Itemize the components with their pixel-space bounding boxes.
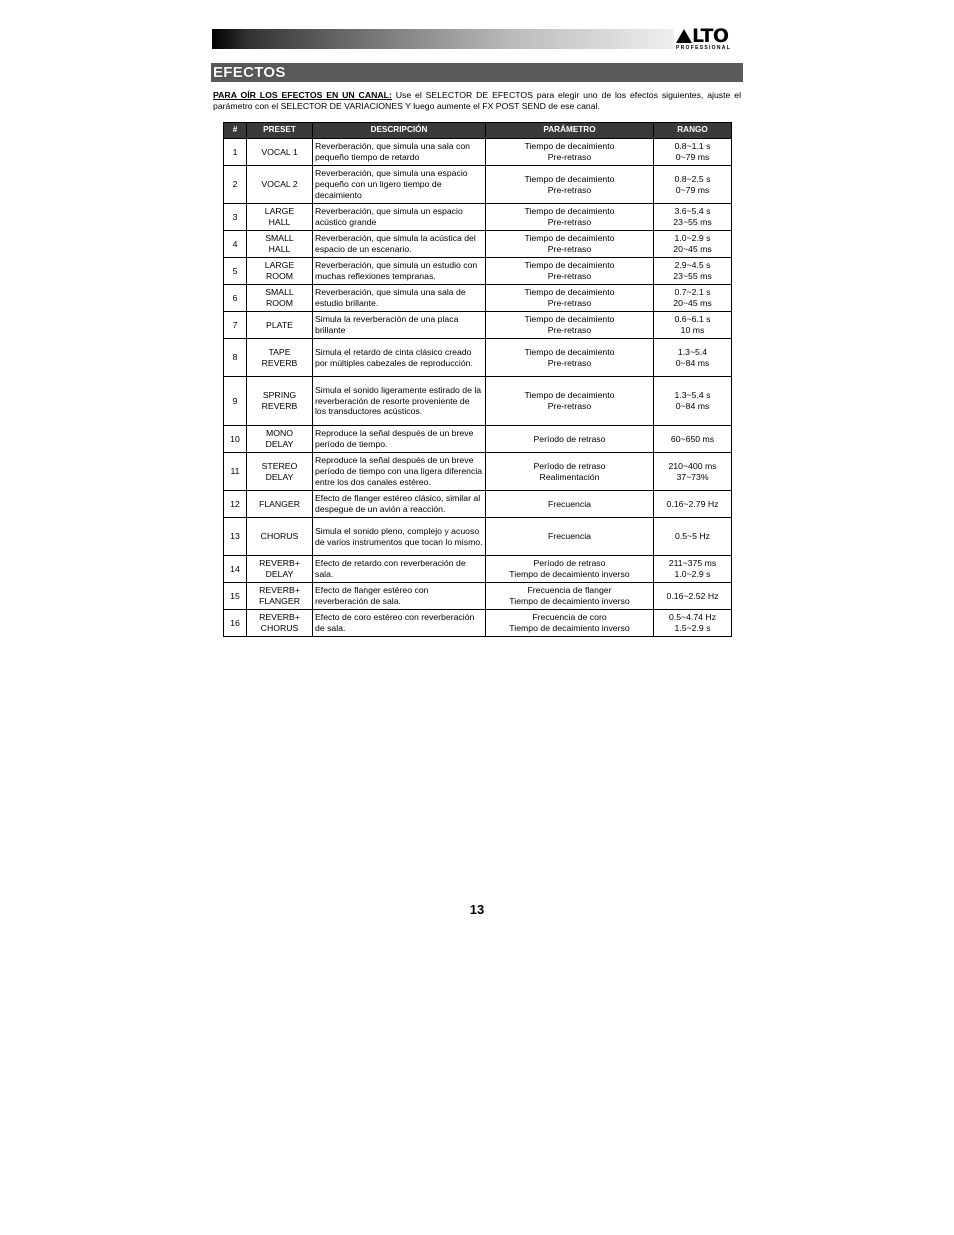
cell-description: Reverberación, que simula una sala con pequeño tiempo de retardo xyxy=(313,139,486,166)
cell-description: Reverberación, que simula un espacio acústico grande xyxy=(313,204,486,231)
preset-line: SPRING xyxy=(262,390,297,401)
param-line: Pre-retraso xyxy=(547,152,592,162)
range-line: 0.8~1.1 s xyxy=(674,141,711,152)
cell-preset xyxy=(247,377,313,426)
param-line: Pre-retraso xyxy=(547,298,592,308)
cell-preset xyxy=(247,491,313,518)
range-line: 23~55 ms xyxy=(673,217,712,227)
cell-range xyxy=(654,491,732,518)
range-line: 60~650 ms xyxy=(670,433,715,444)
cell-parameter xyxy=(486,312,654,339)
preset-line: FLANGER xyxy=(258,596,301,606)
range-line: 23~55 ms xyxy=(673,271,712,281)
range-line: 0~79 ms xyxy=(675,184,710,195)
table-row xyxy=(224,610,732,637)
logo-brand: LTO xyxy=(692,25,729,47)
preset-line: ROOM xyxy=(265,271,294,281)
cell-num: 11 xyxy=(224,453,247,491)
cell-parameter xyxy=(486,204,654,231)
cell-description: Efecto de flanger estéreo clásico, similar al despegue de un avión a reacción. xyxy=(313,491,486,518)
cell-parameter xyxy=(486,453,654,491)
preset-line: HALL xyxy=(268,217,291,227)
cell-parameter xyxy=(486,285,654,312)
cell-parameter xyxy=(486,556,654,583)
range-line: 0.16~2.52 Hz xyxy=(666,590,719,601)
cell-parameter xyxy=(486,139,654,166)
table-row xyxy=(224,339,732,377)
preset-line: FLANGER xyxy=(258,498,301,509)
cell-num: 7 xyxy=(224,312,247,339)
cell-preset xyxy=(247,518,313,556)
cell-range xyxy=(654,518,732,556)
param-line: Tiempo de decaimiento xyxy=(524,346,615,357)
cell-range xyxy=(654,204,732,231)
range-line: 211~375 ms xyxy=(668,558,717,569)
preset-line: DELAY xyxy=(265,439,294,449)
cell-num: 13 xyxy=(224,518,247,556)
cell-parameter xyxy=(486,166,654,204)
param-line: Tiempo de decaimiento inverso xyxy=(509,569,630,579)
cell-description: Reverberación, que simula una sala de estudio brillante. xyxy=(313,285,486,312)
param-line: Tiempo de decaimiento xyxy=(524,314,615,325)
cell-range xyxy=(654,139,732,166)
param-line: Período de retraso xyxy=(533,460,606,471)
cell-num: 10 xyxy=(224,426,247,453)
cell-range xyxy=(654,285,732,312)
preset-line: REVERB xyxy=(261,357,298,368)
cell-description: Reproduce la señal después de un breve período de tiempo con una ligera diferencia entre los dos canales estéreo. xyxy=(313,453,486,491)
table-row xyxy=(224,583,732,610)
preset-line: TAPE xyxy=(268,346,291,357)
range-line: 210~400 ms xyxy=(668,460,717,471)
table-row xyxy=(224,139,732,166)
table-row xyxy=(224,312,732,339)
cell-num: 15 xyxy=(224,583,247,610)
table-row xyxy=(224,204,732,231)
range-line: 0~84 ms xyxy=(675,401,710,411)
preset-line: LARGE xyxy=(264,206,295,217)
param-line: Frecuencia xyxy=(548,498,591,509)
range-line: 1.0~2.9 s xyxy=(674,233,711,244)
cell-num: 8 xyxy=(224,339,247,377)
cell-range xyxy=(654,556,732,583)
table-row xyxy=(224,453,732,491)
cell-description: Reverberación, que simula la acústica del espacio de un escenario. xyxy=(313,231,486,258)
effects-table xyxy=(223,122,732,637)
cell-range xyxy=(654,166,732,204)
param-line: Frecuencia xyxy=(548,531,591,542)
intro-text: Use el SELECTOR DE EFECTOS para elegir uno de los efectos siguientes, ajuste el parámetro con el SELECTOR DE VARIACIONES Y luego aumente el FX POST SEND de ese canal. xyxy=(213,90,742,111)
cell-description: Reverberación, que simula un estudio con muchas reflexiones tempranas. xyxy=(313,258,486,285)
range-line: 1.3~5.4 s xyxy=(674,390,711,401)
intro-lead: PARA OÍR LOS EFECTOS EN UN CANAL: xyxy=(213,90,392,100)
param-line: Tiempo de decaimiento xyxy=(524,260,615,271)
range-line: 37~73% xyxy=(676,471,709,482)
cell-preset xyxy=(247,231,313,258)
page-number: 13 xyxy=(469,902,485,917)
cell-range xyxy=(654,610,732,637)
cell-description: Reverberación, que simula una espacio pequeño con un ligero tiempo de decaimiento xyxy=(313,166,486,204)
table-row xyxy=(224,166,732,204)
cell-parameter xyxy=(486,258,654,285)
preset-line: CHORUS xyxy=(260,623,299,633)
param-line: Tiempo de decaimiento xyxy=(524,206,615,217)
cell-parameter xyxy=(486,426,654,453)
cell-parameter xyxy=(486,339,654,377)
preset-line: MONO xyxy=(265,428,294,439)
cell-preset xyxy=(247,610,313,637)
preset-line: REVERB+ xyxy=(259,558,300,569)
cell-parameter xyxy=(486,518,654,556)
param-line: Tiempo de decaimiento inverso xyxy=(509,623,630,633)
range-line: 1.3~5.4 xyxy=(677,346,708,357)
cell-range xyxy=(654,453,732,491)
cell-description: Efecto de coro estéreo con reverberación de sala. xyxy=(313,610,486,637)
param-line: Frecuencia de coro xyxy=(532,612,607,623)
preset-line: STEREO xyxy=(261,460,298,471)
cell-range xyxy=(654,231,732,258)
table-body xyxy=(224,139,732,637)
param-line: Tiempo de decaimiento xyxy=(524,233,615,244)
param-line: Pre-retraso xyxy=(547,325,592,335)
range-line: 0.5~4.74 Hz xyxy=(668,612,717,623)
param-line: Tiempo de decaimiento xyxy=(524,173,615,184)
range-line: 0.5~5 Hz xyxy=(674,531,710,542)
cell-preset xyxy=(247,285,313,312)
cell-num: 16 xyxy=(224,610,247,637)
param-line: Pre-retraso xyxy=(547,217,592,227)
cell-range xyxy=(654,426,732,453)
range-line: 0~79 ms xyxy=(675,152,710,162)
table-row xyxy=(224,285,732,312)
header-parameter: PARÁMETRO xyxy=(486,123,654,139)
preset-line: ROOM xyxy=(265,298,294,308)
cell-preset xyxy=(247,204,313,231)
range-line: 2.9~4.5 s xyxy=(674,260,711,271)
cell-description: Reproduce la señal después de un breve período de tiempo. xyxy=(313,426,486,453)
range-line: 3.6~5.4 s xyxy=(674,206,711,217)
cell-num: 12 xyxy=(224,491,247,518)
range-line: 0.16~2.79 Hz xyxy=(666,498,719,509)
table-row xyxy=(224,491,732,518)
preset-line: CHORUS xyxy=(260,531,299,542)
section-title: EFECTOS xyxy=(213,64,286,81)
table-row xyxy=(224,556,732,583)
cell-num: 2 xyxy=(224,166,247,204)
range-line: 10 ms xyxy=(680,325,705,335)
preset-line: DELAY xyxy=(265,471,294,482)
cell-parameter xyxy=(486,231,654,258)
range-line: 1.5~2.9 s xyxy=(674,623,711,633)
header-range: RANGO xyxy=(654,123,732,139)
cell-num: 9 xyxy=(224,377,247,426)
range-line: 1.0~2.9 s xyxy=(674,569,711,579)
preset-line: REVERB+ xyxy=(259,612,300,623)
param-line: Pre-retraso xyxy=(547,401,592,411)
cell-parameter xyxy=(486,491,654,518)
param-line: Pre-retraso xyxy=(547,271,592,281)
header-num: # xyxy=(224,123,247,139)
cell-parameter xyxy=(486,583,654,610)
cell-range xyxy=(654,583,732,610)
cell-description: Simula el retardo de cinta clásico creado por múltiples cabezales de reproducción. xyxy=(313,339,486,377)
cell-description: Simula el sonido ligeramente estirado de la reverberación de resorte proveniente de los transductores acústicos. xyxy=(313,377,486,426)
table-row xyxy=(224,426,732,453)
cell-parameter xyxy=(486,377,654,426)
cell-num: 5 xyxy=(224,258,247,285)
table-row xyxy=(224,231,732,258)
param-line: Período de retraso xyxy=(533,433,606,444)
preset-line: HALL xyxy=(268,244,291,254)
cell-preset xyxy=(247,453,313,491)
param-line: Pre-retraso xyxy=(547,357,592,368)
cell-preset xyxy=(247,583,313,610)
cell-num: 14 xyxy=(224,556,247,583)
range-line: 0.7~2.1 s xyxy=(674,287,711,298)
preset-line: VOCAL 2 xyxy=(261,179,298,190)
preset-line: SMALL xyxy=(265,233,294,244)
param-line: Tiempo de decaimiento xyxy=(524,141,615,152)
cell-description: Efecto de flanger estéreo con reverberación de sala. xyxy=(313,583,486,610)
cell-description: Simula el sonido pleno, complejo y acuoso de varios instrumentos que tocan lo mismo. xyxy=(313,518,486,556)
preset-line: VOCAL 1 xyxy=(261,146,298,157)
param-line: Pre-retraso xyxy=(547,244,592,254)
logo-subtitle: PROFESSIONAL xyxy=(676,45,732,51)
alto-logo xyxy=(676,25,734,51)
cell-range xyxy=(654,339,732,377)
param-line: Tiempo de decaimiento xyxy=(524,287,615,298)
cell-range xyxy=(654,377,732,426)
logo-triangle-icon xyxy=(676,29,692,43)
param-line: Realimentación xyxy=(539,471,600,482)
intro-paragraph xyxy=(213,90,741,112)
range-line: 0~84 ms xyxy=(675,357,710,368)
cell-preset xyxy=(247,426,313,453)
preset-line: REVERB xyxy=(261,401,298,411)
range-line: 0.6~6.1 s xyxy=(674,314,711,325)
cell-preset xyxy=(247,258,313,285)
cell-range xyxy=(654,312,732,339)
cell-preset xyxy=(247,166,313,204)
header-gradient-bar xyxy=(212,29,674,49)
cell-description: Simula la reverberación de una placa brillante xyxy=(313,312,486,339)
preset-line: LARGE xyxy=(264,260,295,271)
param-line: Tiempo de decaimiento xyxy=(524,390,615,401)
preset-line: DELAY xyxy=(265,569,294,579)
header-description: DESCRIPCIÓN xyxy=(313,123,486,139)
param-line: Período de retraso xyxy=(533,558,606,569)
range-line: 20~45 ms xyxy=(673,298,712,308)
cell-num: 4 xyxy=(224,231,247,258)
cell-preset xyxy=(247,339,313,377)
cell-preset xyxy=(247,312,313,339)
cell-description: Efecto de retardo con reverberación de sala. xyxy=(313,556,486,583)
cell-num: 3 xyxy=(224,204,247,231)
cell-preset xyxy=(247,139,313,166)
table-header-row xyxy=(224,123,732,139)
cell-num: 1 xyxy=(224,139,247,166)
preset-line: SMALL xyxy=(265,287,294,298)
section-header xyxy=(211,63,743,82)
header-preset: PRESET xyxy=(247,123,313,139)
cell-parameter xyxy=(486,610,654,637)
range-line: 20~45 ms xyxy=(673,244,712,254)
table-row xyxy=(224,518,732,556)
table-row xyxy=(224,377,732,426)
cell-num: 6 xyxy=(224,285,247,312)
table-row xyxy=(224,258,732,285)
param-line: Pre-retraso xyxy=(547,184,592,195)
cell-preset xyxy=(247,556,313,583)
param-line: Tiempo de decaimiento inverso xyxy=(509,596,630,606)
preset-line: REVERB+ xyxy=(259,585,300,596)
preset-line: PLATE xyxy=(266,319,293,330)
param-line: Frecuencia de flanger xyxy=(527,585,612,596)
range-line: 0.8~2.5 s xyxy=(674,173,711,184)
cell-range xyxy=(654,258,732,285)
